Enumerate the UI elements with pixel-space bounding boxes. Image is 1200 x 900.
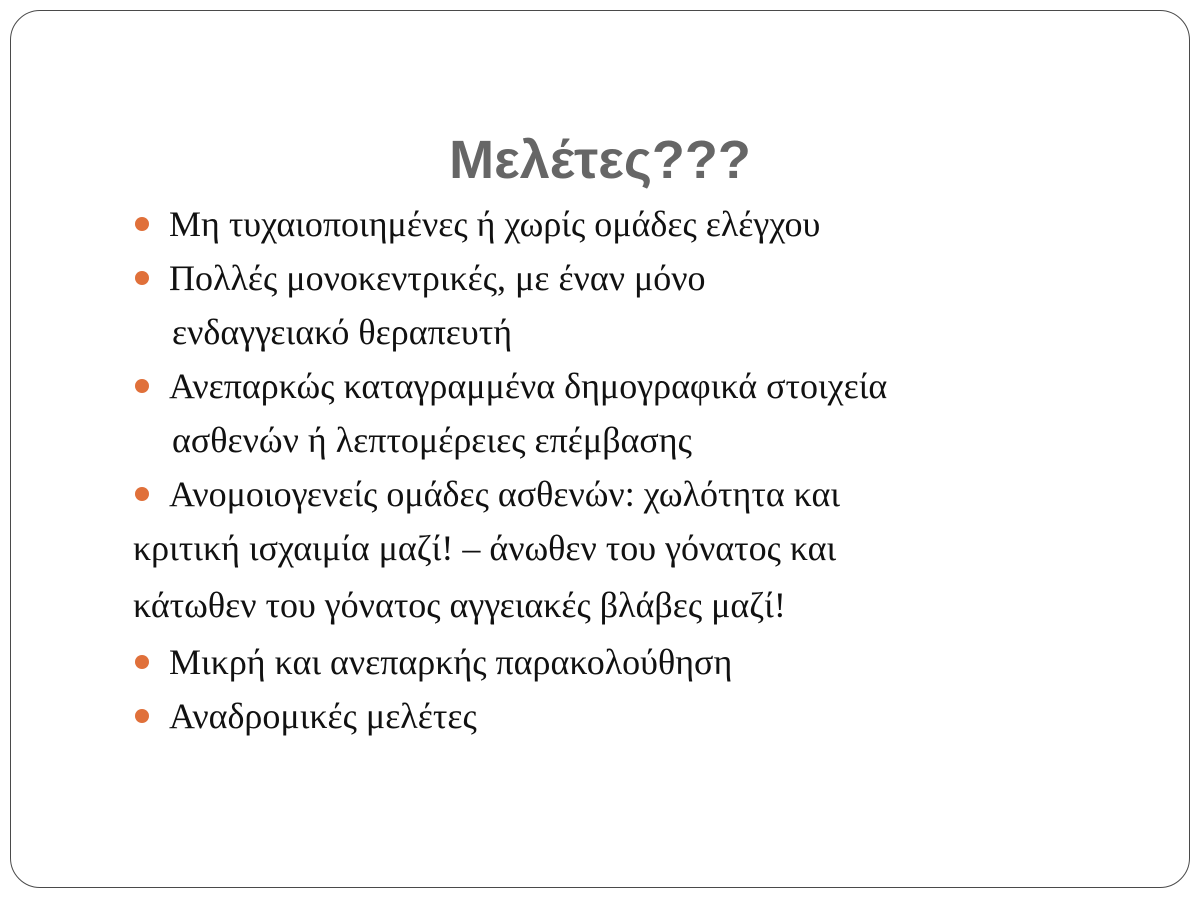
bullet-text: Πολλές μονοκεντρικές, με έναν μόνο — [169, 258, 706, 298]
bullet-text: Μικρή και ανεπαρκής παρακολούθηση — [169, 642, 733, 682]
bullet-item — [133, 689, 1143, 743]
bullet-text-continued: κριτική ισχαιμία μαζί! – άνωθεν του γόνατος και — [133, 528, 837, 568]
slide-title: Μελέτες??? — [449, 130, 751, 190]
bullet-item — [133, 635, 1143, 689]
bullet-text-continued: ενδαγγειακό θεραπευτή — [172, 312, 513, 352]
bullet-text: Μη τυχαιοποιημένες ή χωρίς ομάδες ελέγχου — [169, 204, 821, 244]
bullet-item — [133, 359, 1143, 467]
bullet-dot-icon — [135, 379, 149, 393]
bullet-text: Ανεπαρκώς καταγραμμένα δημογραφικά στοιχεία — [169, 366, 888, 406]
bullet-text: Ανομοιογενείς ομάδες ασθενών: χωλότητα και — [169, 474, 841, 514]
bullet-item — [133, 467, 1143, 521]
bullet-dot-icon — [135, 217, 149, 231]
bullet-text-continued: ασθενών ή λεπτομέρειες επέμβασης — [172, 420, 692, 460]
bullet-dot-icon — [135, 709, 149, 723]
bullet-item — [133, 251, 1143, 359]
bullet-dot-icon — [135, 655, 149, 669]
bullet-text-continued: κάτωθεν του γόνατος αγγειακές βλάβες μαζί! — [133, 585, 786, 625]
bullet-dot-icon — [135, 487, 149, 501]
bullet-item — [133, 197, 1143, 251]
bullet-dot-icon — [135, 271, 149, 285]
bullet-list — [133, 197, 1143, 743]
bullet-text: Αναδρομικές μελέτες — [169, 696, 477, 736]
